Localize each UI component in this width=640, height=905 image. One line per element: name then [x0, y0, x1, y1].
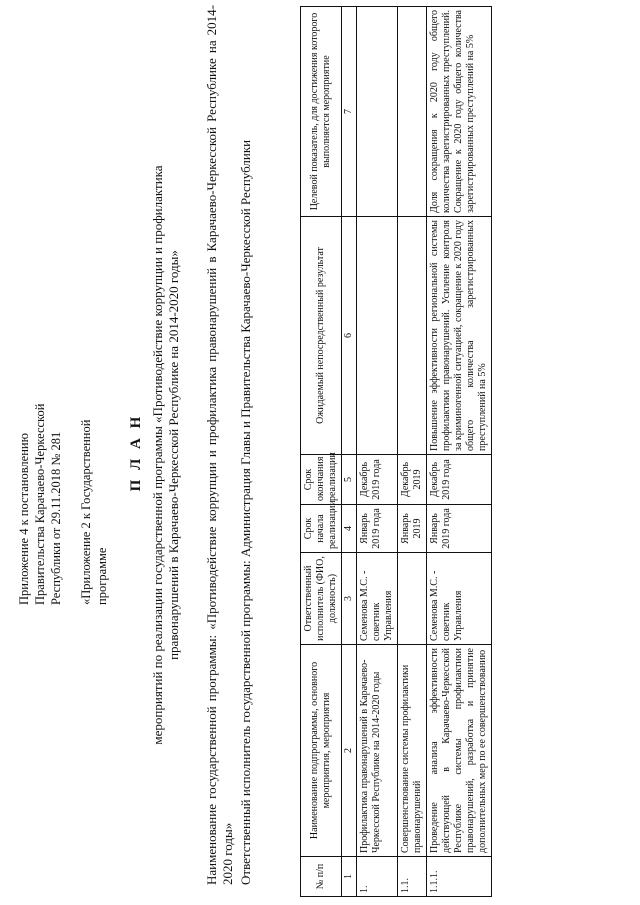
plan-title: П Л А Н — [128, 413, 144, 492]
appendix-sub-line-2: программе — [95, 547, 109, 605]
column-number-row — [342, 7, 357, 897]
row-executor: Семенова М.С. - советник Управления — [357, 553, 398, 645]
column-number: 2 — [342, 645, 357, 857]
column-number: 7 — [342, 7, 357, 217]
header-cell: Наименование подпрограммы, основного мероприятия, мероприятия — [301, 645, 342, 857]
row-start: Январь 2019 — [398, 505, 427, 553]
column-number: 3 — [342, 553, 357, 645]
header-cell: Ожидаемый непосредственный результат — [301, 217, 342, 455]
appendix-line-1: Приложение 4 к постановлению — [17, 433, 31, 605]
header-cell: Срок начала реализации — [301, 505, 342, 553]
row-executor — [398, 553, 427, 645]
header-cell: Целевой показатель, для достижения которого выполняется мероприятие — [301, 7, 342, 217]
row-name: Профилактика правонарушений в Карачаево-Черкесской Республике на 2014-2020 годы — [357, 645, 398, 857]
row-result — [357, 217, 398, 455]
table-row — [427, 7, 492, 897]
appendix-block — [16, 305, 110, 605]
table-row — [398, 7, 427, 897]
header-cell: № п/п — [301, 857, 342, 897]
column-number: 1 — [342, 857, 357, 897]
table-row — [357, 7, 398, 897]
appendix-line-2: Правительства Карачаево-Черкесской — [33, 403, 47, 605]
row-target: Доля сокращения к 2020 году общего количества зарегистрированных преступлений. Сокращение к 2020 году общего количества зарегистрированных преступлений на 5% — [427, 7, 492, 217]
row-number: 1. — [357, 857, 398, 897]
row-end: Декабрь 2019 — [398, 455, 427, 505]
row-target — [398, 7, 427, 217]
row-number: 1.1.1. — [427, 857, 492, 897]
row-number: 1.1. — [398, 857, 427, 897]
row-target — [357, 7, 398, 217]
header-cell: Ответственный исполнитель (ФИО, должность) — [301, 553, 342, 645]
plan-subtitle: мероприятий по реализации государственной программы «Противодействие коррупции и профилактика правонарушений в Карачаево-Черкесской Республике на 2014-2020 годы» — [150, 165, 181, 745]
row-end: Декабрь 2019 года — [427, 455, 492, 505]
row-name: Проведение анализа эффективности действующей в Карачаево-Черкесской Республике системы профилактики правонарушений, разработка и принятие дополнительных мер по ее совершенствованию — [427, 645, 492, 857]
program-name: Наименование государственной программы: «Противодействие коррупции и профилактика правонарушений в Карачаево-Черкесской Республике на 2014-2020 годы» — [204, 5, 235, 885]
table-header-row — [301, 7, 342, 897]
responsible-executor: Ответственный исполнитель государственной программы: Администрация Главы и Правительства Карачаево-Черкесской Республики — [238, 139, 253, 885]
row-start: Январь 2019 года — [357, 505, 398, 553]
column-number: 4 — [342, 505, 357, 553]
row-executor: Семенова М.С. - советник Управления — [427, 553, 492, 645]
row-result — [398, 217, 427, 455]
column-number: 6 — [342, 217, 357, 455]
plan-table — [300, 6, 492, 897]
header-cell: Срок окончания реализации — [301, 455, 342, 505]
row-end: Декабрь 2019 года — [357, 455, 398, 505]
appendix-line-3: Республики от 29.11.2018 № 281 — [49, 431, 63, 605]
column-number: 5 — [342, 455, 357, 505]
row-result: Повышение эффективности региональной системы профилактики правонарушений. Усиление контроля за криминогенной ситуацией, сокращение к 2020 году общего количества зарегистрированных преступлений на 5% — [427, 217, 492, 455]
row-start: Январь 2019 года — [427, 505, 492, 553]
appendix-sub-line-1: «Приложение 2 к Государственной — [79, 419, 93, 605]
row-name: Совершенствование системы профилактики правонарушений — [398, 645, 427, 857]
